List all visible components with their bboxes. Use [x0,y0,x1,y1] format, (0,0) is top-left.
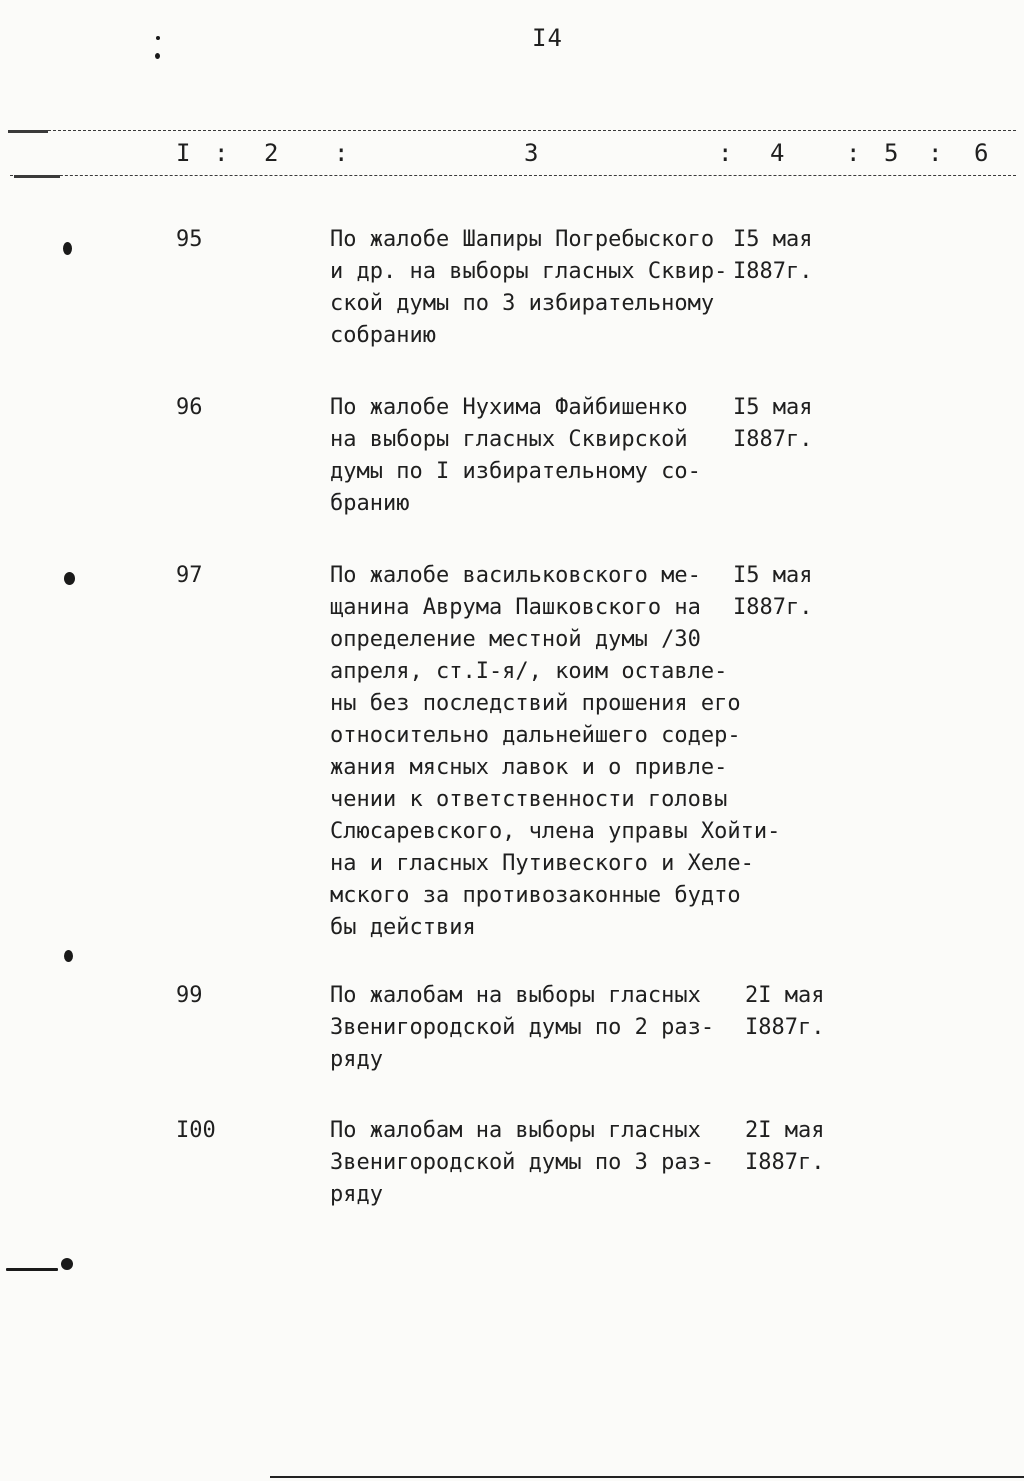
entry-description [330,1115,760,1211]
entry-description [330,224,760,352]
entry-number: 95 [176,227,203,252]
description-line: Слюсаревского, члена управы Хойти- [330,819,781,844]
column-header-separator: : [334,139,349,167]
header-rule-bottom [10,175,1016,176]
date-day: 2I мая [745,983,825,1008]
date-year: I887г. [733,595,813,620]
speck-mark [156,36,160,40]
column-header-separator: : [846,139,861,167]
description-line: По жалобе васильковского ме- [330,563,701,588]
description-line: Звенигородской думы по 2 раз- [330,1015,715,1040]
entry-date [745,1115,824,1179]
column-header-5: 5 [884,139,899,167]
description-line: мского за противозаконные будто [330,883,741,908]
punch-mark [64,950,73,962]
description-line: ны без последствий прошения его [330,691,741,716]
header-rule-bottom-accent [14,175,60,178]
entry-date [733,392,812,456]
page-number: I4 [532,24,563,52]
date-year: I887г. [733,427,813,452]
description-line: бы действия [330,915,476,940]
description-line: По жалобе Нухима Файбишенко [330,395,688,420]
date-day: I5 мая [733,563,813,588]
margin-stroke [6,1268,58,1271]
column-header-separator: : [928,139,943,167]
description-line: определение местной думы /30 [330,627,701,652]
punch-mark [64,572,75,585]
date-year: I887г. [745,1150,825,1175]
description-line: собранию [330,323,436,348]
description-line: ской думы по 3 избирательному [330,291,715,316]
entry-date [733,560,812,624]
description-line: на выборы гласных Сквирской [330,427,688,452]
column-header-1: I [176,139,191,167]
description-line: бранию [330,491,410,516]
date-year: I887г. [745,1015,825,1040]
entry-number: 97 [176,563,203,588]
column-header-separator: : [214,139,229,167]
description-line: апреля, ст.I-я/, коим оставле- [330,659,728,684]
entry-date [733,224,812,288]
speck-mark [155,53,160,59]
description-line: относительно дальнейшего содер- [330,723,741,748]
entry-number: 96 [176,395,203,420]
entry-number: I00 [176,1118,216,1143]
description-line: Звенигородской думы по 3 раз- [330,1150,715,1175]
entry-description [330,980,760,1076]
description-line: думы по I избирательному со- [330,459,701,484]
column-header-3: 3 [524,139,539,167]
column-header-separator: : [718,139,733,167]
date-day: 2I мая [745,1118,825,1143]
description-line: По жалобе Шапиры Погребыского [330,227,715,252]
date-year: I887г. [733,259,813,284]
description-line: По жалобам на выборы гласных [330,983,701,1008]
entry-number: 99 [176,983,203,1008]
entry-date [745,980,824,1044]
punch-mark [63,242,72,255]
header-rule-top-accent [8,130,48,133]
column-header-2: 2 [264,139,279,167]
description-line: По жалобам на выборы гласных [330,1118,701,1143]
description-line: ряду [330,1182,383,1207]
date-day: I5 мая [733,227,813,252]
header-rule-top [8,130,1016,131]
description-line: жания мясных лавок и о привле- [330,755,728,780]
entry-description [330,392,760,520]
description-line: ряду [330,1047,383,1072]
description-line: чении к ответственности головы [330,787,728,812]
description-line: и др. на выборы гласных Сквир- [330,259,728,284]
description-line: на и гласных Путивеского и Хеле- [330,851,754,876]
description-line: щанина Аврума Пашковского на [330,595,701,620]
date-day: I5 мая [733,395,813,420]
column-header-6: 6 [974,139,989,167]
column-header-4: 4 [770,139,785,167]
punch-mark [61,1258,73,1270]
bottom-edge-line [270,1476,1024,1478]
